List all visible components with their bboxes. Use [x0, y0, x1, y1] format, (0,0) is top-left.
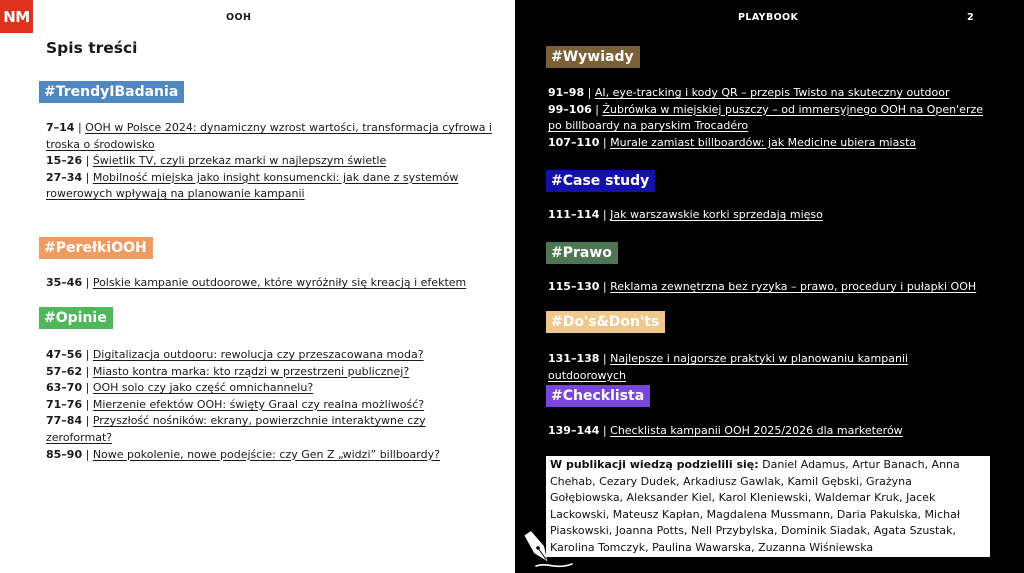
contributors-box [546, 456, 990, 557]
toc-entry-pages: 15–26 [46, 154, 83, 168]
toc-entry-title-link[interactable]: Mierzenie efektów OOH: święty Graal czy realna możliwość? [92, 397, 425, 411]
toc-entry[interactable] [548, 279, 988, 296]
toc-entry-pages: 35–46 [46, 276, 83, 289]
contributors-label: W publikacji wiedzą podzielili się: [550, 458, 759, 471]
toc-entry-title-link[interactable]: AI, eye-tracking i kody QR – przepis Twisto na skuteczny outdoor [594, 86, 950, 99]
toc-entry-pages: 139–144 [548, 424, 600, 437]
toc-entry-title-link[interactable]: Checklista kampanii OOH 2025/2026 dla marketerów [610, 424, 903, 437]
toc-entry-pages: 57–62 [46, 364, 83, 378]
toc-entry[interactable] [46, 153, 496, 170]
toc-entry[interactable] [46, 170, 496, 203]
toc-entry-title-link[interactable]: Murale zamiast billboardów: jak Medicine ubiera miasta [610, 135, 917, 149]
page-number: 2 [967, 12, 975, 23]
toc-entry[interactable] [46, 380, 446, 397]
list-case-study [548, 207, 988, 224]
tag-trendy: #TrendyIBadania [39, 81, 184, 103]
toc-entry[interactable] [46, 364, 446, 381]
toc-entry-title-link[interactable]: Najlepsze i najgorsze praktyki w planowaniu kampanii outdoorowych [548, 352, 909, 382]
toc-entry-pages: 63–70 [46, 381, 83, 395]
toc-entry[interactable] [46, 275, 496, 292]
list-trendy [46, 120, 496, 203]
toc-entry-pages: 77–84 [46, 414, 83, 428]
toc-entry-title-link[interactable]: Nowe pokolenie, nowe podejście: czy Gen Z „widzi” billboardy? [92, 447, 440, 461]
toc-entry[interactable] [548, 135, 988, 152]
list-perelki [46, 275, 496, 292]
toc-entry-title-link[interactable]: Reklama zewnętrzna bez ryzyka – prawo, procedury i pułapki OOH [610, 280, 977, 293]
toc-entry-pages: 85–90 [46, 447, 83, 461]
toc-entry[interactable] [46, 397, 446, 414]
contributors-names: Daniel Adamus, Artur Banach, Anna Chehab, Cezary Dudek, Arkadiusz Gawlak, Kamil Gębski, Grażyna Gołębiowska, Aleksander Kiel, Karol Kleniewski, Waldemar Kruk, Jacek Lackowski, Mateusz Kapłan, Magdalena Mussmann, Daria Pakulska, Michał Piaskowski, Joanna Potts, Nell Przybylska, Dominik Siadak, Agata Szustak, Karolina Tomczyk, Paulina Wawarska, Zuzanna Wiśniewska [550, 458, 960, 554]
toc-entry-title-link[interactable]: Mobilność miejska jako insight konsumencki: jak dane z systemów rowerowych wpływają na planowanie kampanii [46, 170, 459, 201]
toc-entry-separator: | [82, 154, 93, 168]
toc-entry-separator: | [599, 208, 611, 221]
toc-entry-title-link[interactable]: Digitalizacja outdooru: rewolucja czy przeszacowana moda? [92, 348, 424, 361]
toc-entry-separator: | [599, 424, 611, 437]
toc-entry-pages: 111–114 [548, 208, 600, 221]
header-publication-label: PLAYBOOK [738, 12, 799, 23]
tag-wywiady: #Wywiady [546, 46, 640, 68]
tag-case-study: #Case study [546, 170, 655, 192]
toc-entry-separator: | [82, 447, 93, 461]
toc-entry-separator: | [74, 121, 86, 134]
list-dos-donts [548, 351, 988, 384]
toc-entry-title-link[interactable]: Miasto kontra marka: kto rządzi w przestrzeni publicznej? [92, 364, 410, 378]
tag-prawo: #Prawo [546, 242, 618, 264]
list-prawo [548, 279, 988, 296]
toc-entry-title-link[interactable]: OOH solo czy jako część omnichannelu? [92, 381, 314, 395]
toc-entry-separator: | [599, 135, 611, 149]
toc-entry-pages: 47–56 [46, 348, 83, 361]
toc-entry-title-link[interactable]: OOH w Polsce 2024: dynamiczny wzrost wartości, transformacja cyfrowa i troska o środowisko [46, 121, 492, 151]
toc-entry-title-link[interactable]: Jak warszawskie korki sprzedają mięso [610, 208, 823, 221]
header-section-label: OOH [226, 12, 252, 23]
toc-entry-title-link[interactable]: Polskie kampanie outdoorowe, które wyróżniły się kreacją i efektem [92, 276, 467, 289]
tag-checklista: #Checklista [546, 385, 650, 407]
toc-entry-pages: 115–130 [548, 280, 600, 293]
toc-entry-separator: | [82, 364, 93, 378]
toc-entry-pages: 131–138 [548, 352, 600, 365]
toc-entry-separator: | [82, 170, 93, 184]
toc-entry-separator: | [82, 414, 93, 428]
fountain-pen-icon [516, 526, 580, 572]
toc-entry[interactable] [548, 423, 988, 440]
toc-entry-pages: 71–76 [46, 397, 83, 411]
toc-entry-pages: 7–14 [46, 121, 75, 134]
toc-title: Spis treści [46, 39, 138, 57]
nm-logo: NM [0, 0, 33, 33]
list-opinie [46, 347, 446, 463]
tag-opinie: #Opinie [39, 307, 113, 329]
list-checklista [548, 423, 988, 440]
toc-entry-pages: 107–110 [548, 135, 600, 149]
toc-entry-title-link[interactable]: Świetlik TV, czyli przekaz marki w najlepszym świetle [92, 154, 387, 168]
toc-entry[interactable] [548, 85, 988, 102]
toc-entry-pages: 27–34 [46, 170, 83, 184]
list-wywiady [548, 85, 988, 151]
toc-entry-separator: | [82, 276, 93, 289]
toc-entry[interactable] [548, 102, 988, 135]
toc-entry-title-link[interactable]: Przyszłość nośników: ekrany, powierzchnie interaktywne czy zeroformat? [46, 414, 426, 444]
toc-entry-separator: | [82, 397, 93, 411]
toc-entry-separator: | [82, 381, 93, 395]
toc-entry-separator: | [599, 280, 611, 293]
toc-entry[interactable] [548, 207, 988, 224]
toc-entry-pages: 99–106 [548, 102, 592, 116]
toc-entry-separator: | [599, 352, 611, 365]
tag-dos-donts: #Do's&Don'ts [546, 311, 665, 333]
toc-entry[interactable] [46, 347, 446, 364]
toc-entry-separator: | [591, 102, 603, 116]
toc-entry[interactable] [548, 351, 988, 384]
toc-entry-pages: 91–98 [548, 86, 585, 99]
tag-perelki: #PerełkiOOH [39, 237, 153, 259]
toc-entry[interactable] [46, 447, 446, 464]
toc-entry[interactable] [46, 120, 496, 153]
toc-entry[interactable] [46, 413, 446, 446]
toc-entry-title-link[interactable]: Żubrówka w miejskiej puszczy – od immersyjnego OOH na Open'erze po billboardy na paryskim Trocadéro [548, 102, 984, 133]
toc-entry-separator: | [584, 86, 595, 99]
toc-entry-separator: | [82, 348, 93, 361]
